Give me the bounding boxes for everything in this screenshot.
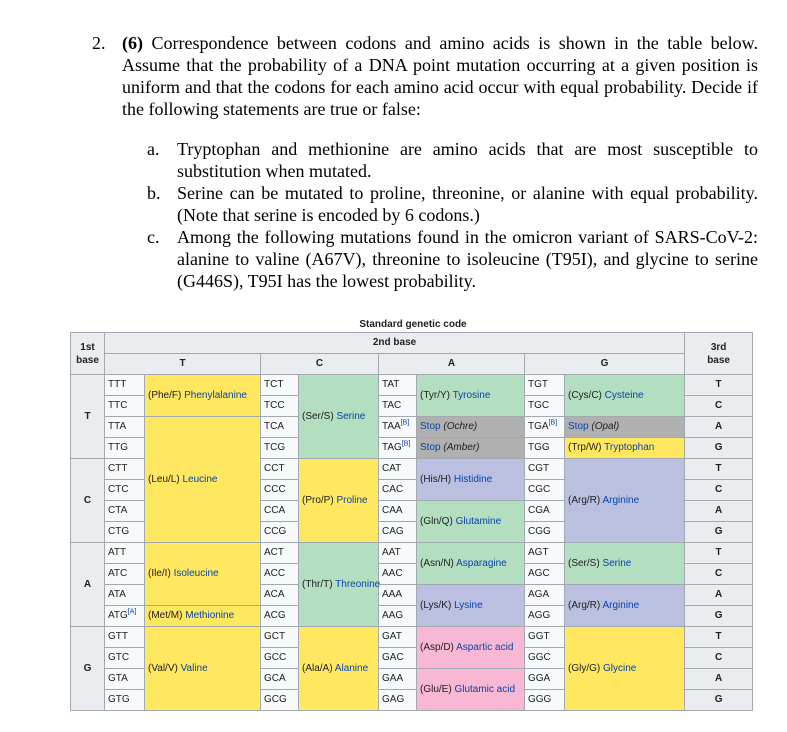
amino-acid-thr: (Thr/T) Threonine bbox=[299, 543, 379, 627]
codon-cell: ATC bbox=[105, 564, 145, 585]
codon-cell: GCC bbox=[261, 648, 299, 669]
stop-codon-link[interactable]: Stop bbox=[420, 442, 441, 453]
glycine-link[interactable]: Glycine bbox=[603, 662, 637, 674]
codon-cell: TGC bbox=[525, 396, 565, 417]
codon-cell: GCA bbox=[261, 669, 299, 690]
third-base: G bbox=[685, 690, 753, 711]
codon-cell: CTA bbox=[105, 501, 145, 522]
codon-cell: AAG bbox=[379, 606, 417, 627]
codon-cell: TGT bbox=[525, 375, 565, 396]
codon-cell: AGC bbox=[525, 564, 565, 585]
aspartic-acid-link[interactable]: Aspartic acid bbox=[456, 641, 514, 653]
third-base-header: 3rd base bbox=[685, 333, 753, 375]
stop-ochre: Stop (Ochre) bbox=[417, 417, 525, 438]
codon-cell: GTG bbox=[105, 690, 145, 711]
question-intro bbox=[122, 32, 758, 120]
stop-codon-link[interactable]: Stop bbox=[420, 421, 441, 432]
codon-cell: GTA bbox=[105, 669, 145, 690]
second-base-header: 2nd base bbox=[105, 333, 685, 354]
codon-cell: AGG bbox=[525, 606, 565, 627]
codon-cell: GAG bbox=[379, 690, 417, 711]
statement-label: b. bbox=[147, 183, 161, 203]
codon-cell: CCA bbox=[261, 501, 299, 522]
amino-acid-ala: (Ala/A) Alanine bbox=[299, 627, 379, 711]
stop-amber: Stop (Amber) bbox=[417, 438, 525, 459]
codon-cell: GGA bbox=[525, 669, 565, 690]
first-base-c: C bbox=[71, 459, 105, 543]
serine-link[interactable]: Serine bbox=[336, 410, 366, 422]
arginine-link[interactable]: Arginine bbox=[602, 599, 640, 611]
footnote-a[interactable]: [A] bbox=[127, 608, 137, 616]
codon-cell: GAT bbox=[379, 627, 417, 648]
tyrosine-link[interactable]: Tyrosine bbox=[452, 389, 491, 401]
lysine-link[interactable]: Lysine bbox=[454, 599, 483, 611]
question-number: 2. bbox=[92, 33, 106, 53]
codon-cell: ACA bbox=[261, 585, 299, 606]
amino-acid-arg: (Arg/R) Arginine bbox=[565, 459, 685, 543]
serine-link[interactable]: Serine bbox=[602, 557, 632, 569]
amino-acid-glu: (Glu/E) Glutamic acid bbox=[417, 669, 525, 711]
question-intro-text: Correspondence between codons and amino acids is shown in the table below. Assume that the probability of a DNA point mutation occurring at a given position is uniform and that the codons for each amino acid occur with equal probability. Decide if the following statements are true or false: bbox=[122, 33, 758, 119]
third-base: A bbox=[685, 501, 753, 522]
codon-cell: CCG bbox=[261, 522, 299, 543]
question-header bbox=[92, 32, 758, 120]
codon-row-ttt bbox=[71, 375, 753, 396]
codon-cell: TCT bbox=[261, 375, 299, 396]
amino-acid-met: (Met/M) Methionine bbox=[145, 606, 261, 627]
histidine-link[interactable]: Histidine bbox=[453, 473, 493, 485]
codon-cell: CGC bbox=[525, 480, 565, 501]
codon-cell: AAC bbox=[379, 564, 417, 585]
statement-list bbox=[147, 138, 758, 292]
codon-cell: TAT bbox=[379, 375, 417, 396]
codon-cell: TGA[B] bbox=[525, 417, 565, 438]
codon-table bbox=[70, 332, 753, 711]
codon-cell: CGA bbox=[525, 501, 565, 522]
codon-cell: CTG bbox=[105, 522, 145, 543]
codon-cell: TTA bbox=[105, 417, 145, 438]
third-base: T bbox=[685, 375, 753, 396]
codon-cell: CAT bbox=[379, 459, 417, 480]
amino-acid-pro: (Pro/P) Proline bbox=[299, 459, 379, 543]
footnote-b[interactable]: [B] bbox=[548, 419, 558, 427]
statement-label: c. bbox=[147, 227, 160, 247]
amino-acid-ser-2: (Ser/S) Serine bbox=[565, 543, 685, 585]
first-base-t: T bbox=[71, 375, 105, 459]
codon-cell: GAA bbox=[379, 669, 417, 690]
amino-acid-tyr: (Tyr/Y) Tyrosine bbox=[417, 375, 525, 417]
codon-cell: ATG[A] bbox=[105, 606, 145, 627]
codon-cell: TTC bbox=[105, 396, 145, 417]
amino-acid-arg-2: (Arg/R) Arginine bbox=[565, 585, 685, 627]
question-block bbox=[92, 32, 758, 292]
codon-cell: CGG bbox=[525, 522, 565, 543]
statement-text: Serine can be mutated to proline, threonine, or alanine with equal probability. (Note that serine is encoded by 6 codons.) bbox=[177, 183, 758, 225]
third-base: C bbox=[685, 396, 753, 417]
first-base-a: A bbox=[71, 543, 105, 627]
tryptophan-link[interactable]: Tryptophan bbox=[604, 442, 655, 453]
valine-link[interactable]: Valine bbox=[180, 662, 208, 674]
amino-acid-phe: (Phe/F) Phenylalanine bbox=[145, 375, 261, 417]
amino-acid-trp: (Trp/W) Tryptophan bbox=[565, 438, 685, 459]
statement-a bbox=[147, 138, 758, 182]
leucine-link[interactable]: Leucine bbox=[182, 473, 218, 485]
codon-cell: CCC bbox=[261, 480, 299, 501]
amino-acid-gly: (Gly/G) Glycine bbox=[565, 627, 685, 711]
proline-link[interactable]: Proline bbox=[336, 494, 368, 506]
amino-acid-his: (His/H) Histidine bbox=[417, 459, 525, 501]
question-points: (6) bbox=[122, 33, 143, 53]
codon-cell: GTT bbox=[105, 627, 145, 648]
codon-cell: GAC bbox=[379, 648, 417, 669]
second-base-col-g: G bbox=[525, 354, 685, 375]
amino-acid-gln: (Gln/Q) Glutamine bbox=[417, 501, 525, 543]
codon-cell: AGT bbox=[525, 543, 565, 564]
amino-acid-val: (Val/V) Valine bbox=[145, 627, 261, 711]
second-base-col-a: A bbox=[379, 354, 525, 375]
footnote-b[interactable]: [B] bbox=[401, 440, 411, 448]
third-base: G bbox=[685, 606, 753, 627]
second-base-col-c: C bbox=[261, 354, 379, 375]
statement-label: a. bbox=[147, 139, 160, 159]
amino-acid-lys: (Lys/K) Lysine bbox=[417, 585, 525, 627]
codon-cell: TCG bbox=[261, 438, 299, 459]
cysteine-link[interactable]: Cysteine bbox=[604, 389, 644, 401]
codon-cell: AGA bbox=[525, 585, 565, 606]
codon-cell: ACC bbox=[261, 564, 299, 585]
amino-acid-asn: (Asn/N) Asparagine bbox=[417, 543, 525, 585]
isoleucine-link[interactable]: Isoleucine bbox=[173, 568, 219, 579]
third-base: T bbox=[685, 459, 753, 480]
codon-cell: TAC bbox=[379, 396, 417, 417]
codon-cell: GGC bbox=[525, 648, 565, 669]
third-base: C bbox=[685, 648, 753, 669]
statement-text: Among the following mutations found in the omicron variant of SARS-CoV-2: alanine to valine (A67V), threonine to isoleucine (T95I), and glycine to serine (G446S), T95I has the lowest probability. bbox=[177, 227, 758, 291]
third-base: C bbox=[685, 564, 753, 585]
third-base: G bbox=[685, 438, 753, 459]
codon-cell: CTC bbox=[105, 480, 145, 501]
codon-cell: TTG bbox=[105, 438, 145, 459]
alanine-link[interactable]: Alanine bbox=[334, 662, 369, 674]
codon-cell: GGT bbox=[525, 627, 565, 648]
third-base: A bbox=[685, 585, 753, 606]
methionine-link[interactable]: Methionine bbox=[185, 610, 235, 621]
codon-cell: TCC bbox=[261, 396, 299, 417]
third-base: T bbox=[685, 627, 753, 648]
genetic-code-table bbox=[70, 318, 752, 711]
codon-row-tta bbox=[71, 417, 753, 438]
codon-cell: GTC bbox=[105, 648, 145, 669]
codon-cell: TTT bbox=[105, 375, 145, 396]
codon-cell: AAA bbox=[379, 585, 417, 606]
third-base: G bbox=[685, 522, 753, 543]
codon-cell: CAA bbox=[379, 501, 417, 522]
codon-cell: CAC bbox=[379, 480, 417, 501]
amino-acid-ser: (Ser/S) Serine bbox=[299, 375, 379, 459]
third-base: C bbox=[685, 480, 753, 501]
third-base: T bbox=[685, 543, 753, 564]
codon-cell: CAG bbox=[379, 522, 417, 543]
asparagine-link[interactable]: Asparagine bbox=[456, 557, 507, 569]
codon-cell: GCT bbox=[261, 627, 299, 648]
second-base-col-t: T bbox=[105, 354, 261, 375]
codon-cell: ACG bbox=[261, 606, 299, 627]
threonine-link[interactable]: Threonine bbox=[335, 578, 381, 590]
glutamic-acid-link[interactable]: Glutamic acid bbox=[454, 683, 516, 695]
header-row-2 bbox=[71, 354, 753, 375]
amino-acid-ile: (Ile/I) Isoleucine bbox=[145, 543, 261, 606]
third-base: A bbox=[685, 417, 753, 438]
phenylalanine-link[interactable]: Phenylalanine bbox=[184, 389, 247, 401]
amino-acid-leu: (Leu/L) Leucine bbox=[145, 417, 261, 543]
statement-text: Tryptophan and methionine are amino acids that are most susceptible to substitution when mutated. bbox=[177, 139, 758, 181]
first-base-header: 1st base bbox=[71, 333, 105, 375]
codon-cell: CCT bbox=[261, 459, 299, 480]
arginine-link[interactable]: Arginine bbox=[602, 494, 640, 506]
third-base: A bbox=[685, 669, 753, 690]
first-base-g: G bbox=[71, 627, 105, 711]
table-caption: Standard genetic code bbox=[359, 319, 467, 330]
codon-cell: GGG bbox=[525, 690, 565, 711]
codon-cell: CGT bbox=[525, 459, 565, 480]
glutamine-link[interactable]: Glutamine bbox=[455, 515, 502, 527]
codon-cell: TCA bbox=[261, 417, 299, 438]
statement-b bbox=[147, 182, 758, 226]
statement-c bbox=[147, 226, 758, 292]
header-row-1 bbox=[71, 333, 753, 354]
codon-cell: CTT bbox=[105, 459, 145, 480]
footnote-b[interactable]: [B] bbox=[400, 419, 410, 427]
codon-cell: GCG bbox=[261, 690, 299, 711]
codon-cell: TAA[B] bbox=[379, 417, 417, 438]
stop-opal: Stop (Opal) bbox=[565, 417, 685, 438]
codon-cell: TAG[B] bbox=[379, 438, 417, 459]
amino-acid-asp: (Asp/D) Aspartic acid bbox=[417, 627, 525, 669]
stop-codon-link[interactable]: Stop bbox=[568, 421, 589, 432]
codon-row-att bbox=[71, 543, 753, 564]
codon-cell: ACT bbox=[261, 543, 299, 564]
amino-acid-cys: (Cys/C) Cysteine bbox=[565, 375, 685, 417]
codon-cell: AAT bbox=[379, 543, 417, 564]
codon-cell: ATT bbox=[105, 543, 145, 564]
codon-cell: ATA bbox=[105, 585, 145, 606]
codon-row-gtt bbox=[71, 627, 753, 648]
codon-cell: TGG bbox=[525, 438, 565, 459]
